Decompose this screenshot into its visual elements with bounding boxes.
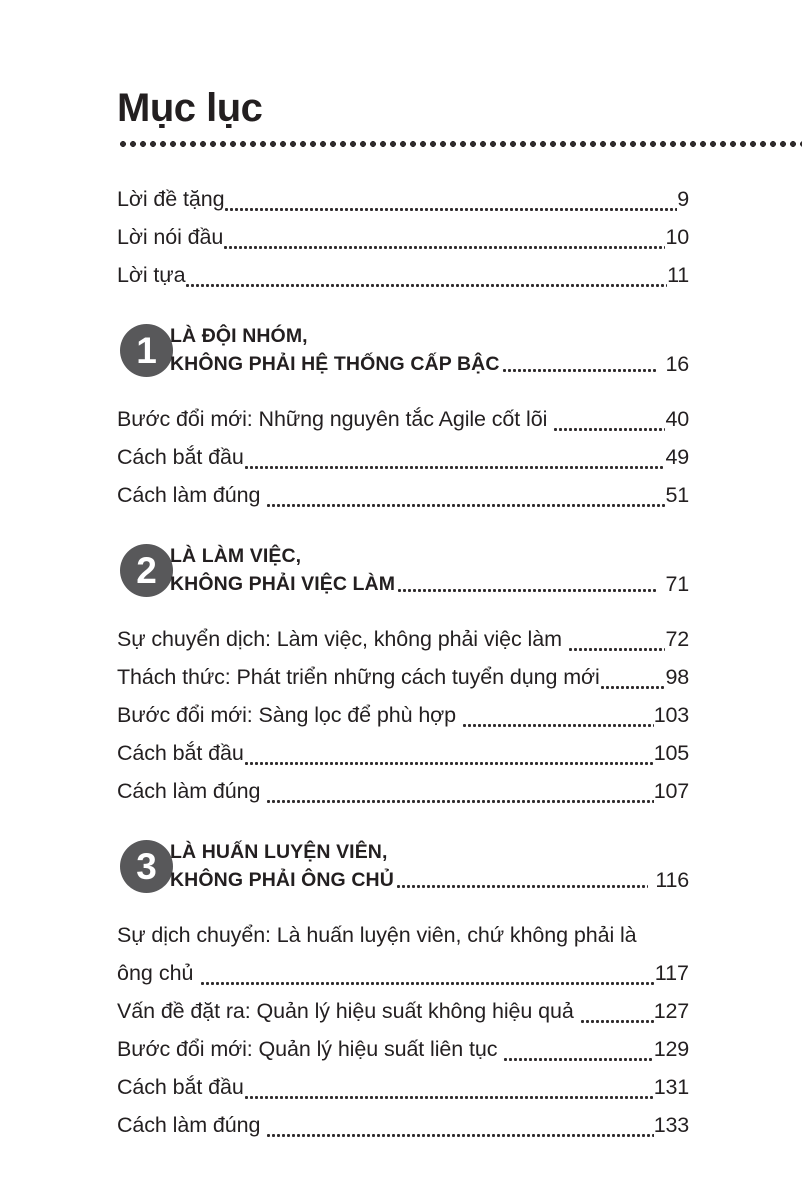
toc-entry-front-matter[interactable] [117, 180, 689, 218]
toc-entry-page-number: 40 [665, 407, 689, 431]
toc-entry-label: Lời nói đầu [117, 225, 224, 249]
chapter-title-line-1: LÀ HUẤN LUYỆN VIÊN, [170, 841, 388, 863]
leader-dots [185, 273, 667, 295]
toc-entry-page-number: 51 [665, 483, 689, 507]
chapter-title-line-2: KHÔNG PHẢI ÔNG CHỦ [170, 869, 394, 891]
chapter-title [170, 542, 689, 598]
chapter-title-line-2: KHÔNG PHẢI VIỆC LÀM [170, 573, 396, 595]
toc-entry-label: Vấn đề đặt ra: Quản lý hiệu suất không hiệu quả [117, 999, 574, 1023]
chapter-title [170, 838, 689, 894]
toc-entry-page-number: 11 [667, 263, 689, 287]
chapter-title [170, 322, 689, 378]
chapter-number-badge: 1 [120, 324, 173, 377]
toc-entry[interactable] [117, 400, 689, 438]
toc-entry[interactable] [117, 1030, 689, 1068]
leader-dots [394, 875, 655, 895]
leader-dots [497, 1047, 653, 1069]
toc-entry[interactable] [117, 734, 689, 772]
chapter-heading-3[interactable] [117, 838, 689, 894]
toc-entry-page-number: 72 [665, 627, 689, 651]
toc-entry-label: Thách thức: Phát triển những cách tuyển dụng mới [117, 665, 600, 689]
chapter-heading-1[interactable] [117, 322, 689, 378]
toc-entry-page-number: 105 [653, 741, 689, 765]
leader-dots [244, 1085, 654, 1107]
leader-dots [574, 1009, 654, 1031]
toc-entry-page-number: 103 [653, 703, 689, 727]
leader-dots [223, 235, 665, 257]
toc-list [117, 180, 689, 1144]
toc-entry-label: Cách làm đúng [117, 779, 261, 803]
toc-entry[interactable] [117, 620, 689, 658]
toc-entry[interactable] [117, 1106, 689, 1144]
chapter-title-line-1: LÀ LÀM VIỆC, [170, 545, 302, 567]
leader-dots [600, 675, 666, 697]
chapter-page-number: 71 [665, 572, 689, 596]
leader-dots [500, 359, 666, 379]
toc-entry-label-line-2: ông chủ [117, 961, 194, 985]
chapter-page-number: 16 [665, 352, 689, 376]
toc-entry-page-number: 98 [665, 665, 689, 689]
leader-dots [395, 579, 665, 599]
toc-entry-label: Sự chuyển dịch: Làm việc, không phải việc làm [117, 627, 562, 651]
chapter-title-line-2: KHÔNG PHẢI HỆ THỐNG CẤP BẬC [170, 353, 500, 375]
chapter-title-line-1: LÀ ĐỘI NHÓM, [170, 325, 308, 347]
toc-entry-page-number: 49 [665, 445, 689, 469]
toc-entry[interactable] [117, 696, 689, 734]
chapter-number-badge: 3 [120, 840, 173, 893]
toc-entry[interactable] [117, 1068, 689, 1106]
toc-entry-label: Bước đổi mới: Quản lý hiệu suất liên tục [117, 1037, 498, 1061]
toc-entry-page-number: 127 [653, 999, 689, 1023]
toc-entry-label: Cách làm đúng [117, 483, 261, 507]
toc-entry-label: Lời đề tặng [117, 187, 225, 211]
toc-entry-page-number: 129 [653, 1037, 689, 1061]
leader-dots [194, 971, 655, 993]
toc-entry-page-number: 131 [653, 1075, 689, 1099]
toc-entry-front-matter[interactable] [117, 218, 689, 256]
toc-entry-label: Cách bắt đầu [117, 741, 244, 765]
toc-entry-label: Cách làm đúng [117, 1113, 261, 1137]
leader-dots [224, 197, 677, 219]
leader-dots [260, 1123, 653, 1145]
toc-entry[interactable] [117, 992, 689, 1030]
chapter-page-number: 116 [655, 868, 689, 892]
page-title: Mục lục [117, 86, 263, 130]
toc-entry[interactable] [117, 438, 689, 476]
toc-entry-label: Bước đổi mới: Sàng lọc để phù hợp [117, 703, 457, 727]
toc-entry-label: Lời tựa [117, 263, 186, 287]
toc-entry-label: Cách bắt đầu [117, 445, 244, 469]
toc-entry-page-number: 133 [653, 1113, 689, 1137]
toc-entry[interactable] [117, 658, 689, 696]
toc-entry-page-number: 117 [654, 961, 689, 985]
leader-dots [547, 417, 665, 439]
toc-entry-front-matter[interactable] [117, 256, 689, 294]
toc-entry-label-line-1: Sự dịch chuyển: Là huấn luyện viên, chứ không phải là [117, 923, 637, 947]
leader-dots [244, 455, 666, 477]
chapter-heading-2[interactable] [117, 542, 689, 598]
toc-entry-page-number: 107 [653, 779, 689, 803]
leader-dots [456, 713, 654, 735]
leader-dots [260, 789, 653, 811]
leader-dots [260, 493, 665, 515]
toc-entry-page-number: 10 [665, 225, 689, 249]
toc-entry[interactable] [117, 772, 689, 810]
toc-entry-label: Bước đổi mới: Những nguyên tắc Agile cốt lõi [117, 407, 548, 431]
leader-dots [244, 751, 654, 773]
title-divider-dots [118, 141, 802, 147]
leader-dots [562, 637, 666, 659]
toc-entry-label: Cách bắt đầu [117, 1075, 244, 1099]
toc-entry[interactable] [117, 476, 689, 514]
toc-entry-page-number: 9 [677, 187, 689, 211]
chapter-number-badge: 2 [120, 544, 173, 597]
toc-entry-wrapped[interactable] [117, 916, 689, 992]
